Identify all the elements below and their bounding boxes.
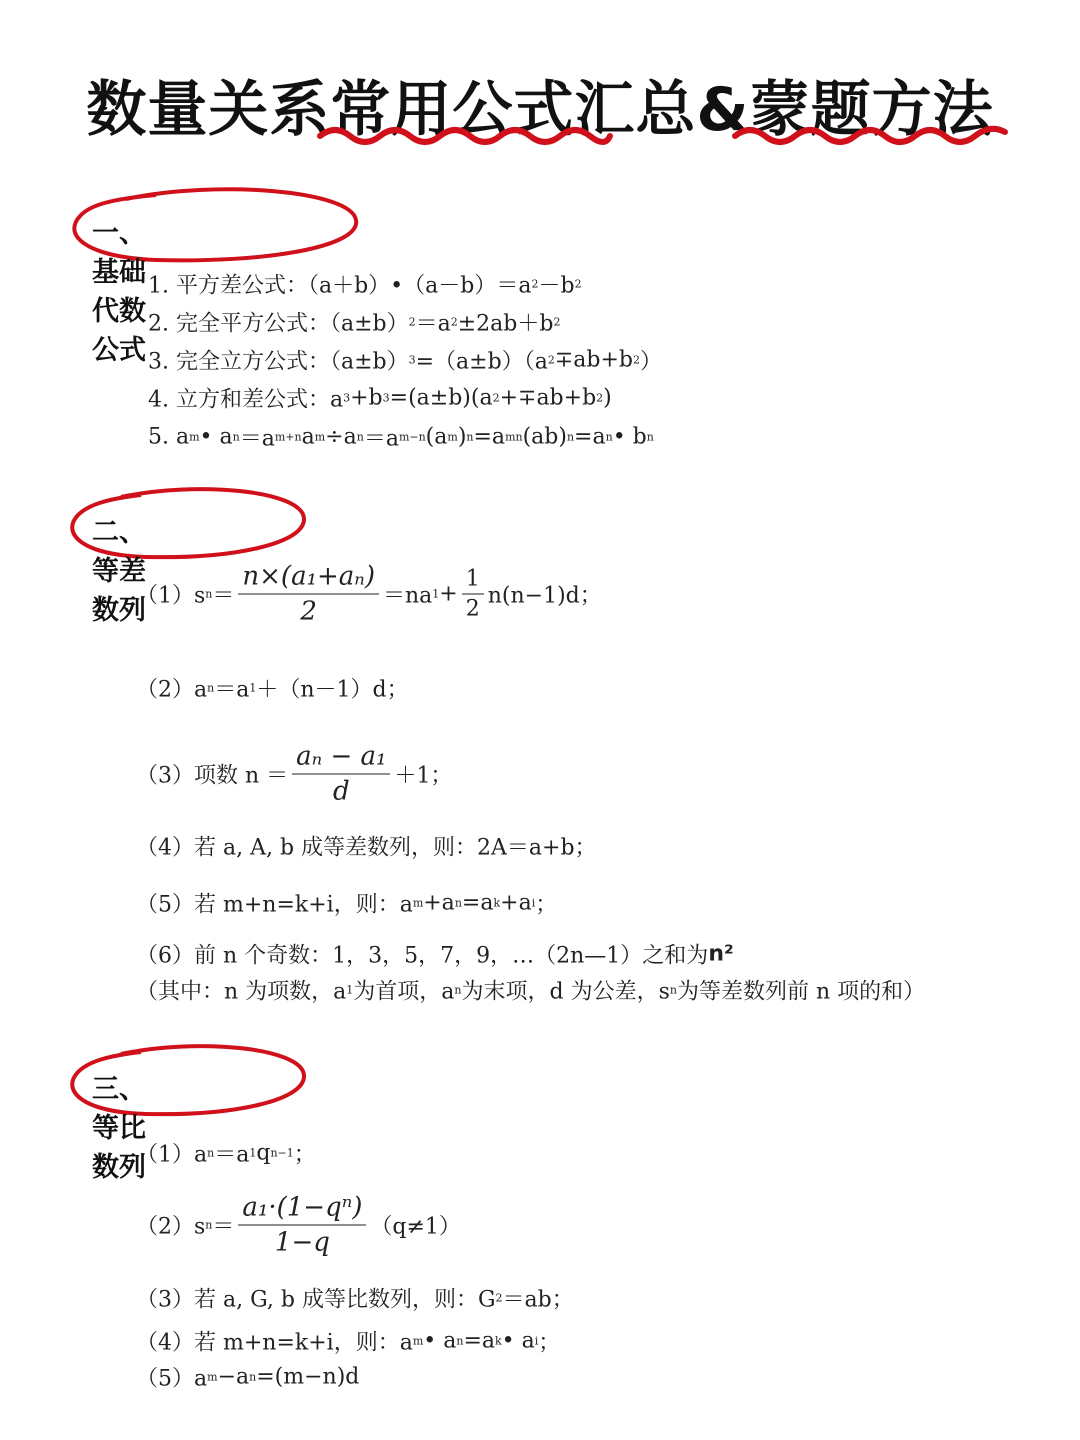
text: ) xyxy=(603,385,612,411)
subscript: k xyxy=(495,1334,502,1348)
subscript: k xyxy=(493,896,501,910)
text: ) xyxy=(457,424,467,450)
text: （1）a xyxy=(136,1142,208,1168)
subscript: n xyxy=(207,681,215,695)
text: + xyxy=(439,581,458,607)
formula-line-s2-5 xyxy=(136,888,557,919)
formula-line-s2-4 xyxy=(136,831,597,862)
superscript: 3 xyxy=(408,353,416,367)
superscript: n xyxy=(356,430,364,444)
superscript: 2 xyxy=(574,277,582,291)
text: ＝a xyxy=(363,426,399,452)
superscript: 2 xyxy=(408,315,416,329)
section-label: 一、基础代数公式 xyxy=(92,218,146,366)
subscript: n xyxy=(205,1218,213,1232)
superscript: m xyxy=(314,430,326,444)
formula-line-s3-2 xyxy=(136,1193,461,1258)
text: =(m−n)d xyxy=(256,1364,360,1390)
text: ＝a xyxy=(415,311,451,337)
text: +a xyxy=(500,890,532,916)
formula-line-s3-5 xyxy=(136,1362,359,1393)
text: =a xyxy=(461,890,494,916)
superscript: 2 xyxy=(632,353,640,367)
superscript: mn xyxy=(505,430,523,444)
text: • a xyxy=(199,424,233,450)
formula-line-s2-2 xyxy=(136,673,409,704)
text: q xyxy=(256,1140,271,1166)
text: a xyxy=(301,424,315,450)
text: −a xyxy=(217,1364,250,1390)
text: ＋1； xyxy=(394,763,453,789)
subscript: i xyxy=(531,896,536,910)
text: • a xyxy=(501,1328,535,1354)
text: ＝a xyxy=(214,677,250,703)
denominator: 1−q xyxy=(274,1227,330,1258)
text: =（a±b）（a xyxy=(415,349,548,375)
formula-line-s2-7 xyxy=(136,975,925,1006)
superscript: m−n xyxy=(398,430,426,444)
denominator: d xyxy=(332,776,350,807)
formula-line-s1-4 xyxy=(148,383,612,414)
text: ） xyxy=(639,349,662,375)
text: ÷a xyxy=(325,424,357,450)
superscript: 2 xyxy=(450,315,458,329)
fraction xyxy=(238,562,379,627)
fraction xyxy=(462,567,484,622)
numerator: 1 xyxy=(462,567,484,595)
subscript: 1 xyxy=(249,681,257,695)
subscript: n xyxy=(456,1334,464,1348)
title-underline-squiggle xyxy=(0,118,1080,158)
text: ＝na xyxy=(382,583,433,609)
subscript: m xyxy=(412,896,424,910)
formula-line-s2-3 xyxy=(136,742,452,807)
superscript: m xyxy=(447,430,458,444)
text: 为末项，d 为公差，s xyxy=(461,979,670,1005)
section-label: 三、等比数列 xyxy=(92,1074,146,1183)
fraction xyxy=(292,742,390,807)
text: （5）若 m+n=k+i，则：a xyxy=(136,892,413,918)
text: －b xyxy=(538,273,575,299)
numerator: n×(a₁+aₙ) xyxy=(238,562,379,595)
superscript: 2 xyxy=(553,315,561,329)
formula-line-s2-1 xyxy=(136,562,602,627)
text: 1. 平方差公式：（a＋b）•（a－b）＝a xyxy=(148,273,532,299)
formula-line-s1-2 xyxy=(148,307,560,338)
formula-line-s3-4 xyxy=(136,1326,560,1357)
text: 2. 完全平方公式：（a±b） xyxy=(148,311,409,337)
superscript: n xyxy=(605,430,613,444)
text: 3. 完全立方公式：（a±b） xyxy=(148,349,409,375)
subscript: 1 xyxy=(346,983,354,997)
superscript: n−1 xyxy=(270,1146,294,1160)
text: ； xyxy=(293,1142,316,1168)
superscript: 2 xyxy=(547,353,555,367)
superscript: 2 xyxy=(492,391,500,405)
text: ＝a xyxy=(239,426,275,452)
superscript: 2 xyxy=(495,1291,503,1305)
text: （其中：n 为项数，a xyxy=(136,979,347,1005)
subscript: i xyxy=(534,1334,539,1348)
text: • b xyxy=(612,424,647,450)
subscript: n xyxy=(454,896,462,910)
superscript: n xyxy=(646,430,654,444)
text: ＝a xyxy=(214,1142,250,1168)
text: (a xyxy=(425,424,448,450)
text: （3）项数 n ＝ xyxy=(136,763,289,789)
formula-line-s1-3 xyxy=(148,345,662,376)
subscript: 1 xyxy=(249,1146,257,1160)
text: =a xyxy=(473,424,506,450)
formula-line-s2-6 xyxy=(136,939,734,970)
bold-text: n² xyxy=(708,941,734,967)
page-title: 数量关系常用公式汇总&蒙题方法 xyxy=(86,75,994,145)
subscript: n xyxy=(205,587,213,601)
text: 为首项，a xyxy=(353,979,455,1005)
text: 4. 立方和差公式：a xyxy=(148,387,344,413)
subscript: n xyxy=(207,1146,215,1160)
section-label: 二、等差数列 xyxy=(92,517,146,626)
text: 5. a xyxy=(148,424,190,450)
superscript: n xyxy=(466,430,474,444)
text: ＋（n－1）d； xyxy=(256,677,409,703)
superscript: m+n xyxy=(274,430,302,444)
subscript: n xyxy=(249,1370,257,1384)
text: ＝ xyxy=(212,583,235,609)
superscript: 2 xyxy=(531,277,539,291)
subscript: 1 xyxy=(432,587,440,601)
text: （5）a xyxy=(136,1366,208,1392)
text: （4）若 m+n=k+i，则：a xyxy=(136,1330,413,1356)
denominator: 2 xyxy=(300,596,317,627)
subscript: m xyxy=(412,1334,424,1348)
subscript: m xyxy=(207,1370,218,1384)
superscript: m xyxy=(189,430,200,444)
text: （1）s xyxy=(136,583,206,609)
text: +b xyxy=(350,385,383,411)
superscript: n xyxy=(566,430,575,444)
formula-line-s3-3 xyxy=(136,1283,574,1314)
formula-line-s1-1 xyxy=(148,269,582,300)
subscript: n xyxy=(454,983,462,997)
text: （3）若 a, G, b 成等比数列，则：G xyxy=(136,1287,496,1313)
superscript: n xyxy=(232,430,240,444)
text: ； xyxy=(535,892,558,918)
text: ＝ab； xyxy=(502,1287,574,1313)
subscript: n xyxy=(669,983,677,997)
text: =a xyxy=(574,424,606,450)
text: （4）若 a, A, b 成等差数列，则：2A＝a+b； xyxy=(136,835,597,861)
numerator: a₁·(1−qⁿ) xyxy=(238,1193,366,1226)
formula-line-s1-5 xyxy=(148,422,654,453)
denominator: 2 xyxy=(465,596,480,622)
numerator: aₙ − a₁ xyxy=(292,742,390,775)
text: ＝ xyxy=(212,1214,235,1240)
text: ±2ab＋b xyxy=(457,311,554,337)
text: +a xyxy=(423,890,455,916)
text: ∓ab+b xyxy=(554,347,633,373)
text: (ab) xyxy=(522,424,567,450)
text: （6）前 n 个奇数：1，3，5，7，9，…（2n—1）之和为 xyxy=(136,943,709,969)
text: （q≠1） xyxy=(370,1214,461,1240)
fraction xyxy=(238,1193,366,1258)
formula-line-s3-1 xyxy=(136,1138,316,1169)
text: （2）s xyxy=(136,1214,206,1240)
text: +∓ab+b xyxy=(499,385,597,411)
text: 为等差数列前 n 项的和） xyxy=(676,979,926,1005)
superscript: 3 xyxy=(382,391,390,405)
superscript: 2 xyxy=(596,391,604,405)
text: ； xyxy=(538,1330,561,1356)
text: • a xyxy=(423,1328,457,1354)
text: =a xyxy=(463,1328,495,1354)
text: n(n−1)d； xyxy=(487,583,602,609)
text: （2）a xyxy=(136,677,208,703)
superscript: 3 xyxy=(343,391,351,405)
text: =(a±b)(a xyxy=(389,385,493,411)
